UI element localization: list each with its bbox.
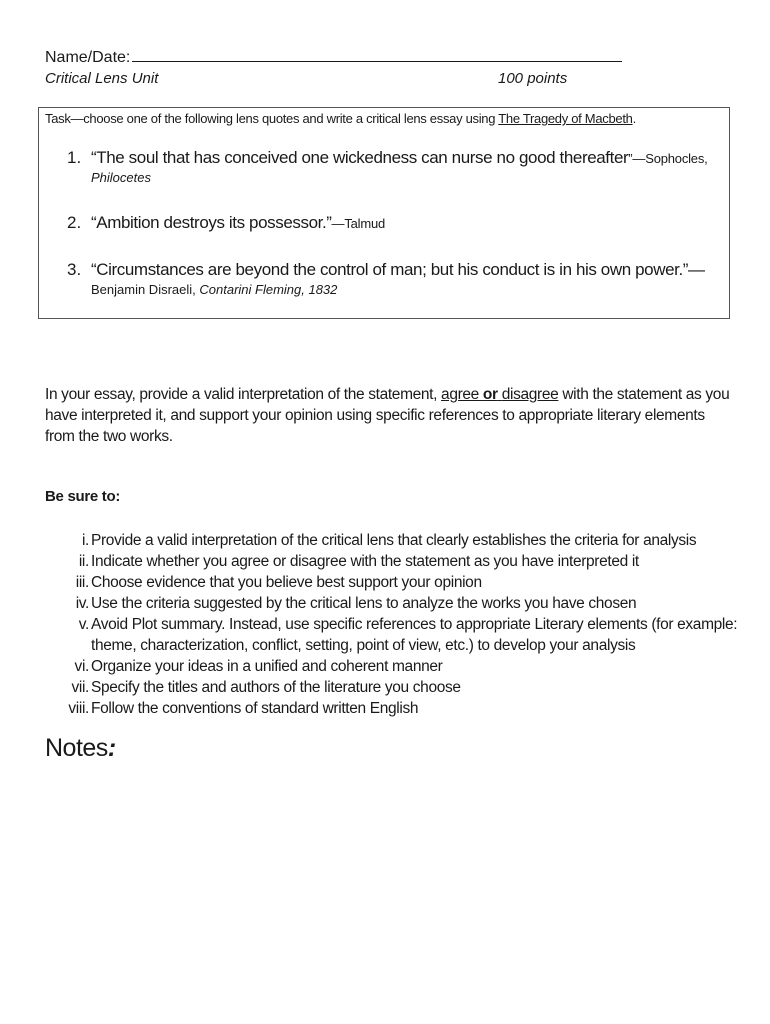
list-item: ii. Indicate whether you agree or disagree with the statement as you have interpreted it [78,553,639,570]
notes-heading: Notes: [45,734,116,762]
quote-author: —Sophocles, [632,151,708,166]
list-item: iii. Choose evidence that you believe best support your opinion [75,574,482,591]
list-item: viii. Follow the conventions of standard written English [68,700,419,717]
name-date-line [45,47,622,67]
criteria-list [45,530,745,719]
quote-number: 1. [67,148,82,167]
list-item: i. Provide a valid interpretation of the critical lens that clearly establishes the criteria for analysis [81,532,697,549]
quote-text: “The soul that has conceived one wickedness can nurse no good thereafter”—Sophocles, [91,148,708,167]
task-period: . [632,111,636,126]
name-date-label: Name/Date: [45,49,131,66]
list-item: vii. Specify the titles and authors of the literature you choose [71,679,461,696]
work-title: The Tragedy of Macbeth [498,111,633,126]
quote-number: 3. [67,260,82,279]
task-intro: Task—choose one of the following lens quotes and write a critical lens essay using [45,111,499,126]
quote-source: Philocetes [91,170,151,185]
points-label: 100 points [498,70,568,87]
task-instruction [45,111,636,126]
be-sure-heading: Be sure to: [45,488,121,505]
quote-number: 2. [67,213,82,232]
list-item: iv. Use the criteria suggested by the critical lens to analyze the works you have chosen [75,595,637,612]
quote-text: “Ambition destroys its possessor.”—Talmud [91,213,386,232]
essay-instructions: In your essay, provide a valid interpretation of the statement, agree or disagree with the statement as you have interpreted it, and support your opinion using specific references to appropriate literary elements from the two works. [45,386,730,445]
list-item: v. Avoid Plot summary. Instead, use specific references to appropriate Literary elements (for example: theme, characterization, conflict, setting, point of view, etc.) to develop your analysis [78,616,738,654]
name-date-blank [132,47,622,62]
quote-author: —Talmud [331,216,386,231]
task-box [38,107,730,319]
quote-text: “Circumstances are beyond the control of man; but his conduct is in his own power.”— [91,260,705,279]
quote-source: Benjamin Disraeli, Contarini Fleming, 1832 [91,282,338,297]
unit-title: Critical Lens Unit [45,70,159,87]
list-item: vi. Organize your ideas in a unified and coherent manner [74,658,443,675]
